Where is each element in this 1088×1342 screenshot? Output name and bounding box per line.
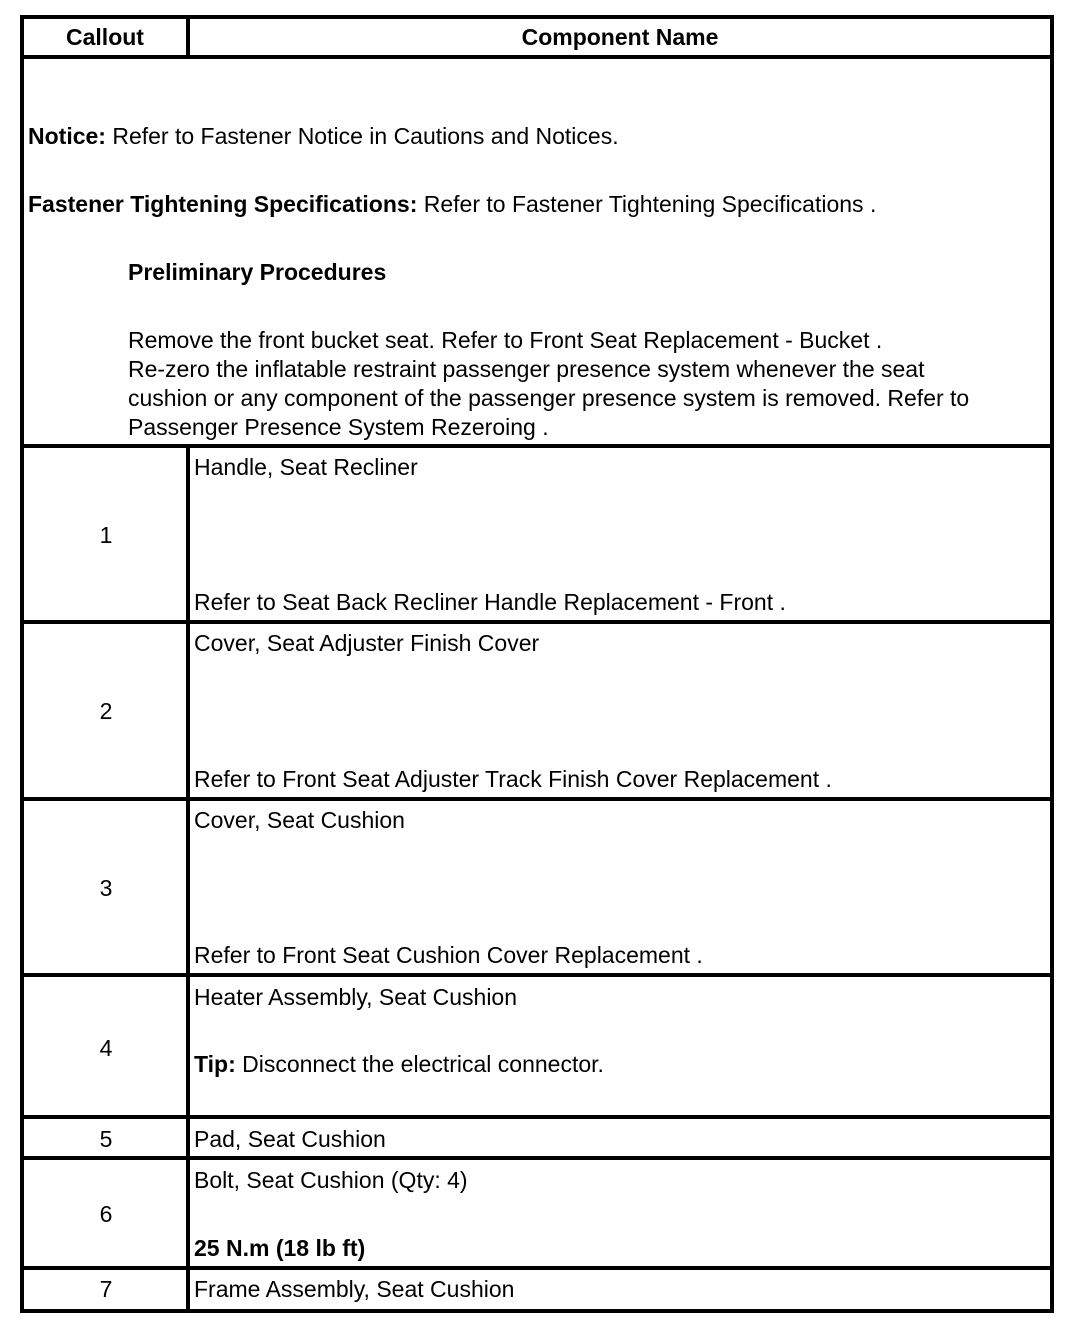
- preliminary-line: Passenger Presence System Rezeroing .: [128, 414, 549, 440]
- component-note: Refer to Front Seat Cushion Cover Replacement .: [194, 942, 703, 968]
- callout-number: 3: [99, 875, 113, 901]
- table-border-right: [1050, 15, 1054, 1313]
- torque-spec: 25 N.m (18 lb ft): [194, 1235, 366, 1261]
- notice-line: [28, 122, 619, 151]
- notice-text: Refer to Fastener Notice in Cautions and Notices.: [105, 123, 619, 149]
- callout-number: 5: [99, 1126, 113, 1152]
- header-callout: Callout: [66, 24, 144, 50]
- row-divider: [20, 620, 1054, 624]
- callout-number: 7: [99, 1276, 113, 1302]
- table-border-bottom: [20, 1309, 1054, 1313]
- component-name: Heater Assembly, Seat Cushion: [194, 984, 518, 1010]
- preliminary-heading: Preliminary Procedures: [128, 259, 387, 285]
- row-divider: [20, 973, 1054, 977]
- notice-label: Notice:: [28, 123, 106, 149]
- row-divider: [20, 444, 1054, 448]
- callout-number: 4: [99, 1035, 113, 1061]
- row-divider: [20, 1266, 1054, 1270]
- component-name: Handle, Seat Recliner: [194, 454, 418, 480]
- component-table: [20, 15, 1054, 1313]
- component-name: Cover, Seat Adjuster Finish Cover: [194, 630, 540, 656]
- callout-number: 2: [99, 698, 113, 724]
- tip-text: Disconnect the electrical connector.: [235, 1051, 604, 1077]
- row-divider: [20, 1115, 1054, 1119]
- component-name: Bolt, Seat Cushion (Qty: 4): [194, 1167, 468, 1193]
- spec-text: Refer to Fastener Tightening Specifications .: [417, 191, 877, 217]
- row-divider: [20, 1156, 1054, 1160]
- preliminary-line: cushion or any component of the passenger presence system is removed. Refer to: [128, 385, 970, 411]
- table-border-top: [20, 15, 1054, 19]
- preliminary-line: Re-zero the inflatable restraint passenger presence system whenever the seat: [128, 356, 925, 382]
- tip-line: [194, 1050, 604, 1079]
- callout-number: 6: [99, 1201, 113, 1227]
- row-divider: [20, 55, 1054, 59]
- component-note: Refer to Seat Back Recliner Handle Replacement - Front .: [194, 589, 786, 615]
- header-component-name: Component Name: [521, 24, 719, 50]
- component-name: Pad, Seat Cushion: [194, 1126, 386, 1152]
- callout-number: 1: [99, 522, 113, 548]
- preliminary-line: Remove the front bucket seat. Refer to Front Seat Replacement - Bucket .: [128, 327, 883, 353]
- component-note: Refer to Front Seat Adjuster Track Finish Cover Replacement .: [194, 766, 832, 792]
- spec-line: [28, 190, 876, 219]
- tip-label: Tip:: [194, 1051, 236, 1077]
- spec-label: Fastener Tightening Specifications:: [28, 191, 418, 217]
- row-divider: [20, 797, 1054, 801]
- component-name: Cover, Seat Cushion: [194, 807, 405, 833]
- table-border-left: [20, 15, 24, 1313]
- component-name: Frame Assembly, Seat Cushion: [194, 1276, 515, 1302]
